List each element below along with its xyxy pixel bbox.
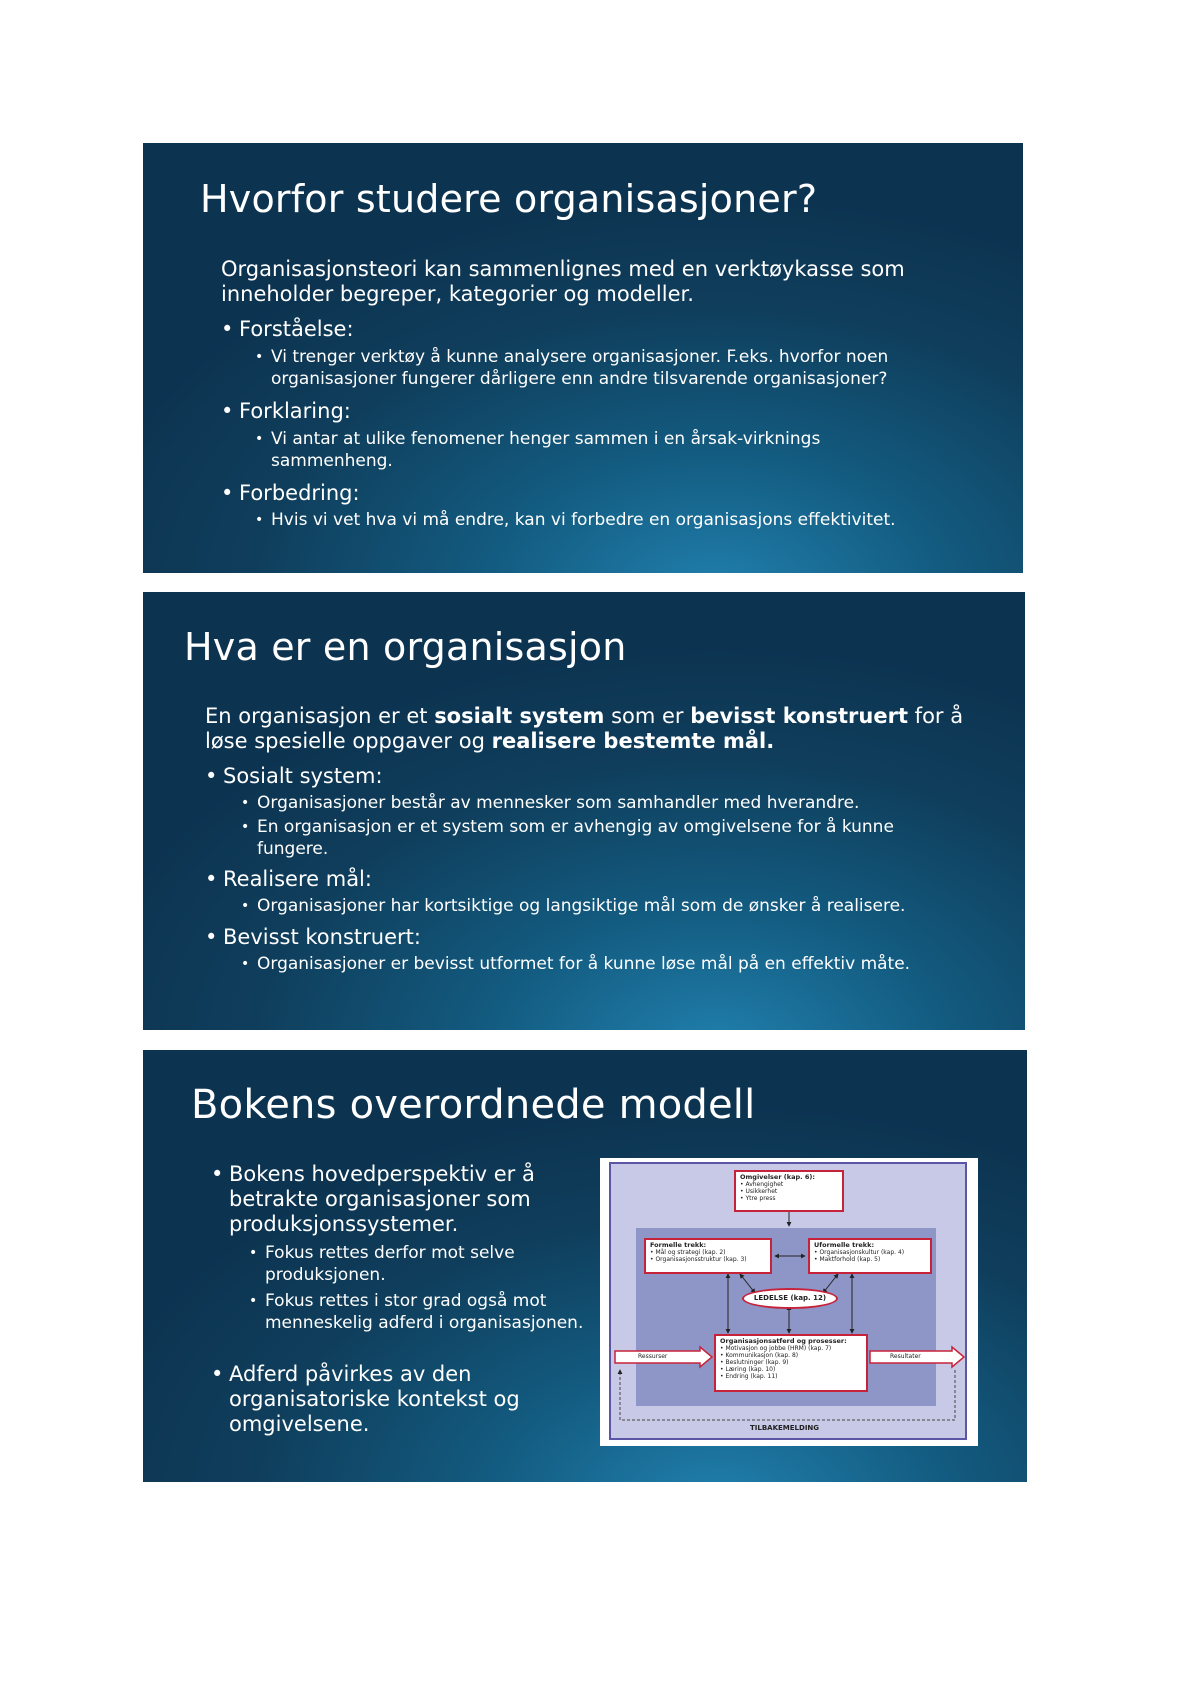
box-item: • Usikkerhet (740, 1188, 778, 1195)
bullet-bevisst-konstruert: • Bevisst konstruert: (205, 925, 421, 950)
box-item: • Læring (kap. 10) (720, 1366, 776, 1373)
sub-bullet: • Hvis vi vet hva vi må endre, kan vi forbedre en organisasjons effektivitet. (253, 509, 991, 531)
intro-text: som er (604, 704, 691, 728)
bullet-forklaring: • Forklaring: (221, 399, 351, 424)
box-item: • Avhengighet (740, 1181, 784, 1188)
bullet-hovedperspektiv: • Bokens hovedperspektiv er å betrakte organisasjoner som produksjonssystemer. (211, 1162, 579, 1237)
model-diagram (600, 1158, 978, 1446)
sub-bullet: • En organisasjon er et system som er avhengig av omgivelsene for å kunne fungere. (239, 816, 937, 860)
box-title: Uformelle trekk: (814, 1241, 875, 1249)
slide-bokens-modell (143, 1050, 1027, 1482)
slide-title: Hvorfor studere organisasjoner? (200, 177, 818, 221)
bullet-realisere-mal: • Realisere mål: (205, 867, 372, 892)
box-title: Omgivelser (kap. 6): (740, 1173, 815, 1181)
sub-bullet: • Fokus rettes derfor mot selve produksjonen. (247, 1242, 585, 1286)
label-ressurser: Ressurser (638, 1353, 668, 1360)
box-uformelle-trekk (808, 1238, 932, 1274)
box-omgivelser (734, 1170, 844, 1212)
box-item: • Organisasjonskultur (kap. 4) (814, 1249, 905, 1256)
slide-title: Bokens overordnede modell (191, 1082, 756, 1128)
box-item: • Ytre press (740, 1195, 776, 1202)
intro-text: for å løse spesielle oppgaver og (205, 704, 964, 753)
slide-intro (205, 704, 995, 754)
sub-bullet: • Vi antar at ulike fenomener henger sammen i en årsak-virknings sammenheng. (253, 428, 921, 472)
oval-ledelse: LEDELSE (kap. 12) (742, 1288, 838, 1309)
bullet-sosialt-system: • Sosialt system: (205, 764, 383, 789)
sub-bullet: • Organisasjoner består av mennesker som samhandler med hverandre. (239, 792, 977, 814)
box-item: • Beslutninger (kap. 9) (720, 1359, 789, 1366)
intro-text: En organisasjon er et (205, 704, 435, 728)
box-organisasjonsatferd (714, 1334, 868, 1392)
box-title: Organisasjonsatferd og prosesser: (720, 1337, 847, 1345)
sub-bullet: • Organisasjoner har kortsiktige og langsiktige mål som de ønsker å realisere. (239, 895, 997, 917)
intro-bold: sosialt system (434, 704, 605, 728)
box-item: • Maktforhold (kap. 5) (814, 1256, 881, 1263)
slide-title: Hva er en organisasjon (184, 625, 627, 669)
bullet-forstaelse: • Forståelse: (221, 317, 354, 342)
slide-hvorfor-studere (143, 143, 1023, 573)
bullet-adferd: • Adferd påvirkes av den organisatoriske kontekst og omgivelsene. (211, 1362, 579, 1437)
box-formelle-trekk (644, 1238, 772, 1274)
box-item: • Organisasjonsstruktur (kap. 3) (650, 1256, 747, 1263)
box-item: • Motivasjon og jobbe (HRM) (kap. 7) (720, 1345, 832, 1352)
intro-bold: realisere bestemte mål. (491, 729, 775, 753)
box-item: • Mål og strategi (kap. 2) (650, 1249, 726, 1256)
slide-intro: Organisasjonsteori kan sammenlignes med en verktøykasse som inneholder begreper, kategorier og modeller. (221, 257, 905, 306)
sub-bullet: • Organisasjoner er bevisst utformet for å kunne løse mål på en effektiv måte. (239, 953, 997, 975)
box-item: • Kommunikasjon (kap. 8) (720, 1352, 799, 1359)
box-title: Formelle trekk: (650, 1241, 707, 1249)
sub-bullet: • Fokus rettes i stor grad også mot menneskelig adferd i organisasjonen. (247, 1290, 585, 1334)
bullet-forbedring: • Forbedring: (221, 481, 360, 506)
sub-bullet: • Vi trenger verktøy å kunne analysere organisasjoner. F.eks. hvorfor noen organisasjoner fungerer dårligere enn andre tilsvarende organisasjoner? (253, 346, 971, 390)
box-item: • Endring (kap. 11) (720, 1373, 778, 1380)
slide-hva-er-organisasjon (143, 592, 1025, 1030)
label-tilbakemelding: TILBAKEMELDING (750, 1424, 820, 1432)
label-resultater: Resultater (890, 1353, 921, 1360)
intro-bold: bevisst konstruert (690, 704, 908, 728)
